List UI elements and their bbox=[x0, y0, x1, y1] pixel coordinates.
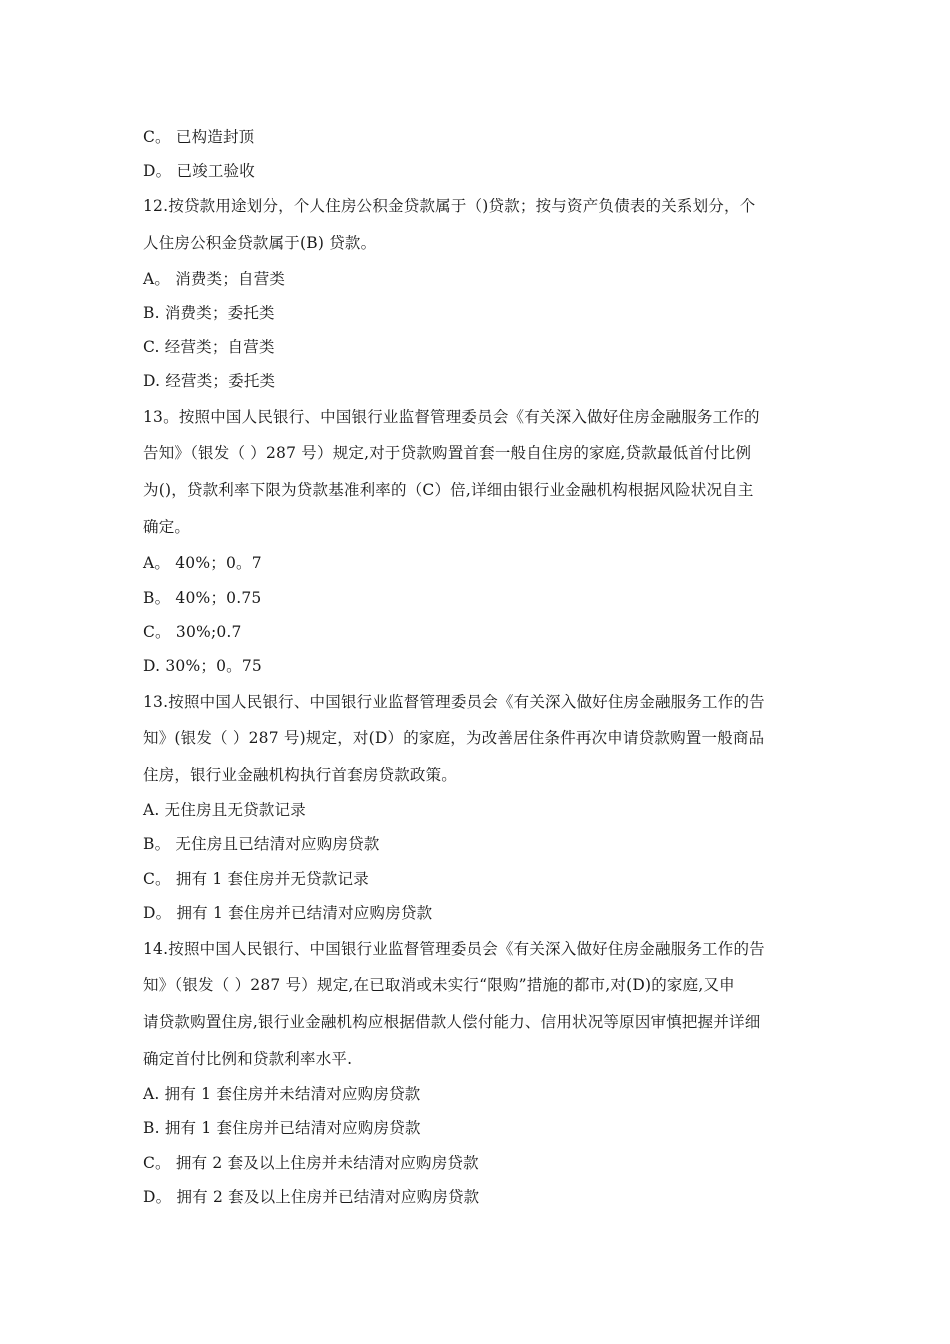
option-line: A。 40%；0。7 bbox=[143, 554, 262, 572]
option-line: B. 拥有 1 套住房并已结清对应购房贷款 bbox=[143, 1119, 421, 1137]
option-line: A. 无住房且无贷款记录 bbox=[143, 801, 306, 819]
option-line: A。 消费类；自营类 bbox=[143, 270, 286, 288]
question-line: 告知》（银发（ ）287 号）规定,对于贷款购置首套一般自住房的家庭,贷款最低首付比例 bbox=[143, 444, 752, 462]
option-line: C。 已构造封顶 bbox=[143, 128, 255, 146]
option-line: A. 拥有 1 套住房并未结清对应购房贷款 bbox=[143, 1085, 421, 1103]
option-line: D。 拥有 1 套住房并已结清对应购房贷款 bbox=[143, 904, 433, 922]
question-line: 知》（银发（ ）287 号）规定,在已取消或未实行“限购”措施的都市,对(D)的家庭,又申 bbox=[143, 976, 735, 994]
option-line: B。 40%；0.75 bbox=[143, 589, 262, 607]
question-line: 确定。 bbox=[143, 518, 191, 536]
option-line: C. 经营类；自营类 bbox=[143, 338, 275, 356]
question-line: 请贷款购置住房,银行业金融机构应根据借款人偿付能力、信用状况等原因审慎把握并详细 bbox=[143, 1013, 761, 1031]
option-line: C。 拥有 2 套及以上住房并未结清对应购房贷款 bbox=[143, 1154, 479, 1172]
question-line: 14.按照中国人民银行、中国银行业监督管理委员会《有关深入做好住房金融服务工作的告 bbox=[143, 940, 765, 958]
question-line: 住房，银行业金融机构执行首套房贷款政策。 bbox=[143, 766, 458, 784]
question-line: 人住房公积金贷款属于(B) 贷款。 bbox=[143, 234, 377, 252]
question-line: 确定首付比例和贷款利率水平. bbox=[143, 1050, 353, 1068]
option-line: D。 已竣工验收 bbox=[143, 162, 255, 180]
option-line: C。 拥有 1 套住房并无贷款记录 bbox=[143, 870, 369, 888]
option-line: B。 无住房且已结清对应购房贷款 bbox=[143, 835, 380, 853]
option-line: B. 消费类；委托类 bbox=[143, 304, 275, 322]
option-line: D。 拥有 2 套及以上住房并已结清对应购房贷款 bbox=[143, 1188, 480, 1206]
question-line: 知》(银发（ ）287 号)规定，对(D）的家庭，为改善居住条件再次申请贷款购置一般商品 bbox=[143, 729, 765, 747]
question-line: 为()，贷款利率下限为贷款基准利率的（C）倍,详细由银行业金融机构根据风险状况自主 bbox=[143, 481, 754, 499]
option-line: D. 30%；0。75 bbox=[143, 657, 262, 675]
option-line: C。 30%;0.7 bbox=[143, 623, 242, 641]
question-line: 13。按照中国人民银行、中国银行业监督管理委员会《有关深入做好住房金融服务工作的 bbox=[143, 408, 760, 426]
question-line: 13.按照中国人民银行、中国银行业监督管理委员会《有关深入做好住房金融服务工作的告 bbox=[143, 693, 765, 711]
option-line: D. 经营类；委托类 bbox=[143, 372, 276, 390]
question-line: 12.按贷款用途划分，个人住房公积金贷款属于（)贷款；按与资产负债表的关系划分，个 bbox=[143, 197, 756, 215]
